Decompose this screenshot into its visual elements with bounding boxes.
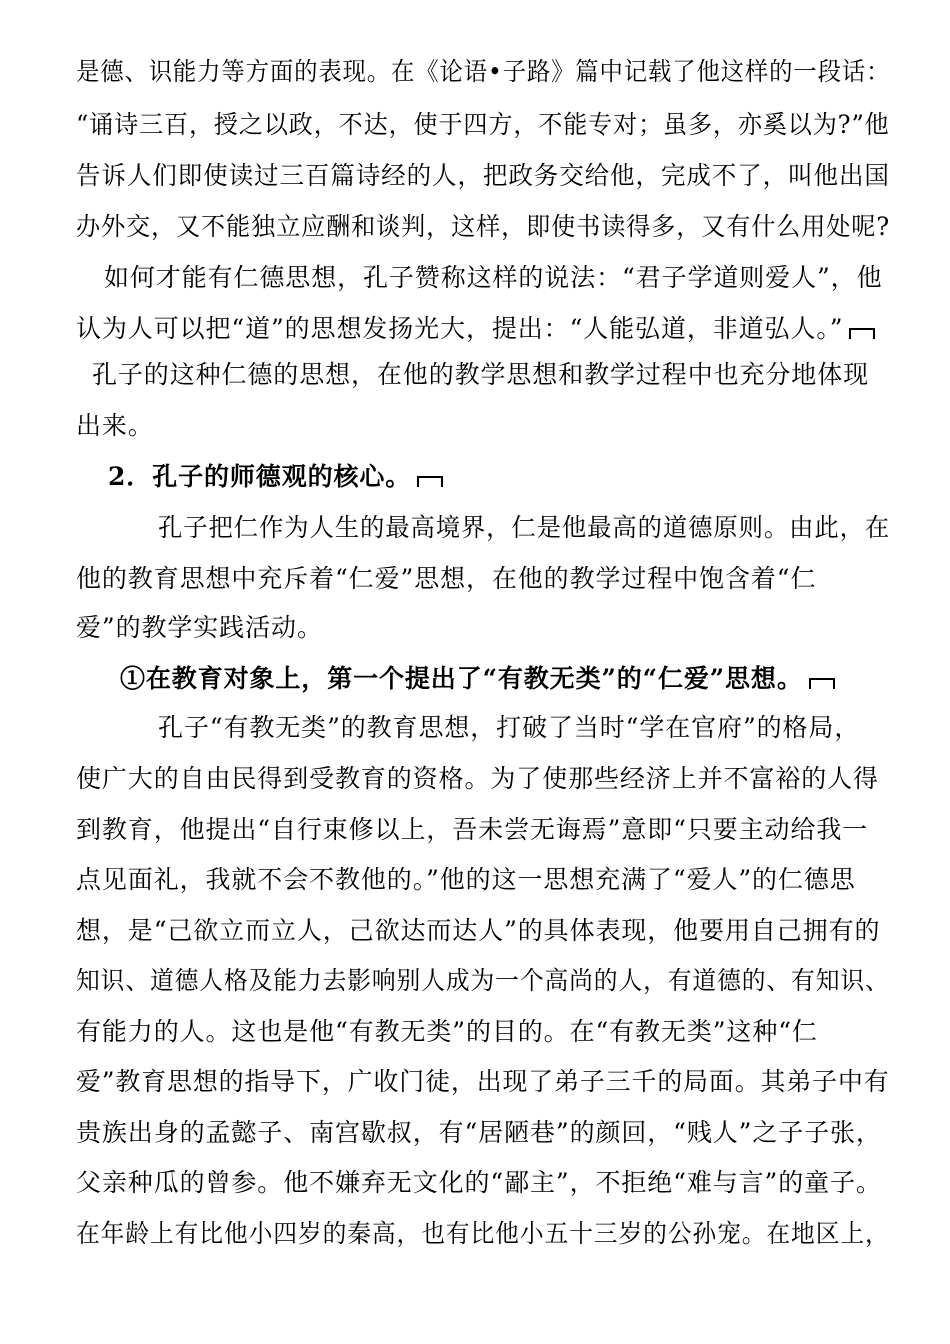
text-line: 知识、道德人格及能力去影响别人成为一个高尚的人，有道德的、有知识、 [76,966,890,995]
edit-mark-icon [417,476,443,487]
text-line: 认为人可以把“道”的思想发扬光大，提出：“人能弘道，非道弘人。” [76,311,875,347]
text-line: 在年龄上有比他小四岁的秦高，也有比他小五十三岁的公孙宠。在地区上， [76,1219,890,1248]
text-line: 孔子把仁作为人生的最高境界，仁是他最高的道德原则。由此，在 [158,513,891,542]
text-line: 点见面礼，我就不会不教他的。”他的这一思想充满了“爱人”的仁德思 [76,865,856,894]
text-line: “诵诗三百，授之以政，不达，使于四方，不能专对；虽多，亦奚以为?”他 [76,110,890,139]
text-line: 到教育，他提出“自行束修以上，吾未尝无诲焉”意即“只要主动给我一 [76,815,869,844]
text-line: 父亲种瓜的曾参。他不嫌弃无文化的“鄙主”，不拒绝“难与言”的童子。 [76,1168,882,1197]
text-line: 他的教育思想中充斥着“仁爱”思想，在他的教学过程中饱含着“仁 [76,564,817,593]
edit-mark-icon [809,678,835,689]
text-line: 想，是“己欲立而立人，己欲达而达人”的具体表现，他要用自己拥有的 [76,916,881,945]
text-line: 如何才能有仁德思想，孔子赞称这样的说法：“君子学道则爱人”，他 [104,263,883,292]
edit-mark-icon [849,328,875,339]
text-line: 出来。 [76,411,154,440]
text-line: 爱”的教学实践活动。 [76,613,323,642]
text-line: 孔子“有教无类”的教育思想，打破了当时“学在官府”的格局， [158,713,861,742]
text-line: 使广大的自由民得到受教育的资格。为了使那些经济上并不富裕的人得 [76,764,879,793]
text-line: 告诉人们即使读过三百篇诗经的人，把政务交给他，完成不了，叫他出国 [76,161,890,190]
text-line: 有能力的人。这也是他“有教无类”的目的。在“有教无类”这种“仁 [76,1017,818,1046]
subsection-heading: ①在教育对象上，第一个提出了“有教无类”的“仁爱”思想。 [120,661,835,697]
text-line: 贵族出身的孟懿子、南宫歇叔，有“居陋巷”的颜回，“贱人”之子子张， [76,1118,882,1147]
text-line: 是德、识能力等方面的表现。在《论语•子路》篇中记载了他这样的一段话： [76,57,891,86]
section-heading: 2．孔子的师德观的核心。 [108,459,443,495]
text-line: 办外交，又不能独立应酬和谈判，这样，即使书读得多，又有什么用处呢? [76,212,891,241]
text-line: 孔子的这种仁德的思想，在他的教学思想和教学过程中也充分地体现 [92,360,870,389]
text-line: 爱”教育思想的指导下，广收门徒，出现了弟子三千的局面。其弟子中有 [76,1067,890,1096]
